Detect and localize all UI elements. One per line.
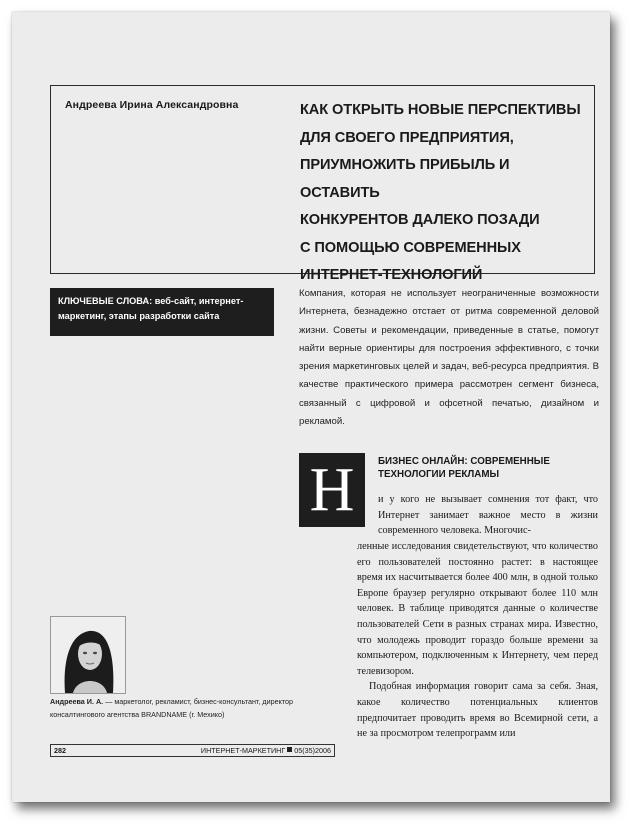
article-header bbox=[50, 85, 595, 283]
drop-cap: Н bbox=[299, 453, 365, 527]
page-footer bbox=[50, 744, 335, 757]
issue-number: 05(35)2006 bbox=[294, 746, 331, 755]
author-name: Андреева Ирина Александровна bbox=[65, 99, 239, 111]
caption-description: — маркетолог, рекламист, бизнес-консультант, директор консалтингового агентства BRANDNAME (г. Мехико) bbox=[50, 697, 294, 719]
title-line: С ПОМОЩЬЮ СОВРЕМЕННЫХ bbox=[300, 239, 521, 256]
article-title bbox=[300, 97, 590, 290]
body-text bbox=[357, 539, 598, 742]
body-paragraph: Подобная информация говорит сама за себя. Зная, какое количество потенциальных клиентов предпочитает проводить время во Всемирной сети, а не за просмотром телепрограмм или bbox=[357, 681, 598, 740]
caption-name: Андреева И. А. bbox=[50, 697, 104, 706]
section-heading: БИЗНЕС ОНЛАЙН: СОВРЕМЕННЫЕ ТЕХНОЛОГИИ РЕКЛАМЫ bbox=[378, 456, 550, 480]
author-caption bbox=[50, 696, 340, 721]
title-line: ПРИУМНОЖИТЬ ПРИБЫЛЬ И ОСТАВИТЬ bbox=[300, 157, 510, 201]
magazine-page bbox=[12, 12, 610, 802]
journal-info bbox=[201, 745, 331, 756]
page-number: 282 bbox=[54, 746, 66, 755]
title-line: ИНТЕРНЕТ-ТЕХНОЛОГИЙ bbox=[300, 267, 483, 283]
title-line: КАК ОТКРЫТЬ НОВЫЕ ПЕРСПЕКТИВЫ bbox=[300, 102, 581, 118]
title-line: ДЛЯ СВОЕГО ПРЕДПРИЯТИЯ, bbox=[300, 129, 514, 146]
body-text-start: и у кого не вызывает сомнения тот факт, что Интернет занимает важное место в жизни современного человека. Многочис- bbox=[378, 494, 598, 537]
keywords-box: КЛЮЧЕВЫЕ СЛОВА: веб-сайт, интернет-маркетинг, этапы разработки сайта bbox=[50, 288, 274, 336]
title-line: КОНКУРЕНТОВ ДАЛЕКО ПОЗАДИ bbox=[300, 212, 540, 228]
body-paragraph: ленные исследования свидетельствуют, что количество его пользователей постоянно растет: в настоящее время их насчитывается более 400 млн, в одной только Европе браузер регулярно открывают более 110 млн человек. В таблице приводятся данные о количестве пользователей Сети в разных странах мира. Известно, что молодежь проводит гораздо больше времени за компьютером, подключенным к Интернету, чем перед телевизором. bbox=[357, 541, 598, 677]
intro-paragraph: Компания, которая не использует неограниченные возможности Интернета, безнадежно отстает от ритма современной деловой жизни. Советы и рекомендации, приведенные в статье, помогут найти верные ориентиры для построения эффективного, с точки зрения маркетинговых целей и задач, веб-ресурса предприятия. В качестве практического примера рассмотрен сегмент бизнеса, связанный с цифровой и офсетной печатью, дизайном и рекламой. bbox=[299, 288, 599, 428]
square-bullet-icon bbox=[287, 747, 292, 752]
author-photo bbox=[50, 616, 126, 694]
journal-name: ИНТЕРНЕТ-МАРКЕТИНГ bbox=[200, 746, 286, 755]
